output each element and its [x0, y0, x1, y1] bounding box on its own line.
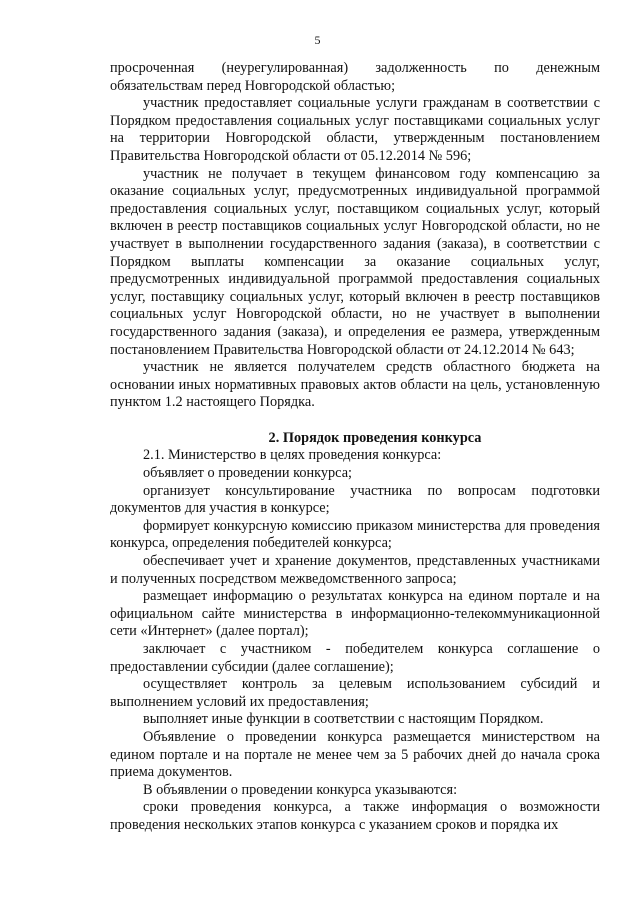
paragraph: выполняет иные функции в соответствии с настоящим Порядком. — [143, 711, 544, 728]
paragraph: заключает с участником - победителем конкурса соглашение о предоставлении субсидии (далее соглашение); — [110, 641, 600, 675]
paragraph: В объявлении о проведении конкурса указываются: — [143, 781, 458, 798]
paragraph: участник не получает в текущем финансовом году компенсацию за оказание социальных услуг, предусмотренных индивидуальной программой предоставления социальных услуг, поставщиком социальных услуг, который включен в реестр поставщиков социальных услуг Новгородской области, но не участвует в выполнении государственного задания (заказа), в соответствии с Порядком выплаты компенсации за оказание социальных услуг, предусмотренных индивидуальной программой предоставления социальных услуг, поставщику социальных услуг, который включен в реестр поставщиков социальных услуг Новгородской области, но не участвует в выполнении государственного задания (заказа), и определения ее размера, утвержденным постановлением Правительства Новгородской области от 24.12.2014 № 643; — [110, 165, 600, 358]
section-heading: 2. Порядок проведения конкурса — [268, 429, 482, 446]
paragraph: участник предоставляет социальные услуги гражданам в соответствии с Порядком предоставления социальных услуг поставщиками социальных услуг на территории Новгородской области, утвержденным постановлением Правительства Новгородской области от 05.12.2014 № 596; — [110, 95, 600, 164]
paragraph: организует консультирование участника по вопросам подготовки документов для участия в конкурсе; — [110, 482, 600, 517]
paragraph: сроки проведения конкурса, а также информация о возможности проведения нескольких этапов конкурса с указанием сроков и порядка их — [110, 799, 600, 833]
paragraph: объявляет о проведении конкурса; — [143, 465, 353, 482]
paragraph: Объявление о проведении конкурса размещается министерством на едином портале и на портале не менее чем за 5 рабочих дней до начала срока приема документов. — [110, 728, 600, 781]
paragraph: обеспечивает учет и хранение документов, представленных участниками и полученных посредством межведомственного запроса; — [110, 553, 600, 587]
paragraph: размещает информацию о результатах конкурса на едином портале и на официальном сайте министерства в информационно-телекоммуникационной сети «Интернет» (далее портал); — [110, 588, 600, 640]
paragraph: формирует конкурсную комиссию приказом министерства для проведения конкурса, определения победителей конкурса; — [110, 517, 600, 552]
paragraph: участник не является получателем средств областного бюджета на основании иных нормативных правовых актов области на цель, установленную пунктом 1.2 настоящего Порядка. — [110, 359, 600, 411]
page-number: 5 — [314, 33, 321, 47]
paragraph: 2.1. Министерство в целях проведения конкурса: — [143, 447, 442, 464]
paragraph: просроченная (неурегулированная) задолженность по денежным обязательствам перед Новгородской областью; — [110, 60, 600, 94]
paragraph: осуществляет контроль за целевым использованием субсидий и выполнением условий их предоставления; — [110, 676, 600, 710]
document-body — [110, 60, 600, 835]
